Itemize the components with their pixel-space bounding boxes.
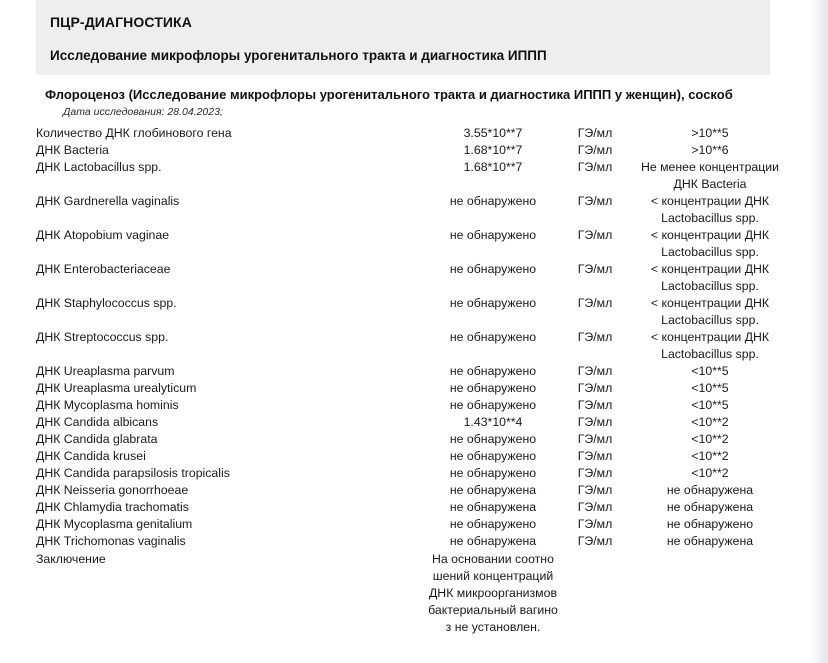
analyte-unit: ГЭ/мл xyxy=(577,466,613,480)
analyte-value: не обнаружено xyxy=(449,517,537,531)
analyte-value: не обнаружено xyxy=(449,330,537,344)
analyte-name: ДНК Streptococcus spp. xyxy=(36,330,169,344)
analyte-name: ДНК Mycoplasma hominis xyxy=(36,398,179,412)
analyte-unit: ГЭ/мл xyxy=(577,415,613,429)
table-row xyxy=(36,159,788,193)
analyte-unit: ГЭ/мл xyxy=(577,534,613,548)
analyte-reference: не обнаружена xyxy=(666,534,754,548)
table-row xyxy=(36,499,788,516)
analyte-name: ДНК Gardnerella vaginalis xyxy=(36,194,180,208)
analyte-reference: не обнаружено xyxy=(666,517,754,531)
analyte-value: 1.68*10**7 xyxy=(463,160,523,174)
analyte-value: 1.43*10**4 xyxy=(463,415,523,429)
results-table xyxy=(36,125,788,636)
analyte-value: не обнаружена xyxy=(449,500,537,514)
panel-date: Дата исследования: 28.04.2023; xyxy=(63,106,223,118)
analyte-reference: не обнаружена xyxy=(666,483,754,497)
analyte-value: не обнаружено xyxy=(449,194,537,208)
analyte-value: не обнаружено xyxy=(449,432,537,446)
analyte-reference: <10**2 xyxy=(691,449,729,463)
analyte-reference: >10**6 xyxy=(691,143,729,157)
analyte-unit: ГЭ/мл xyxy=(577,194,613,208)
analyte-name: ДНК Staphylococcus spp. xyxy=(36,296,177,310)
analyte-unit: ГЭ/мл xyxy=(577,483,613,497)
section-banner xyxy=(36,0,770,75)
table-row xyxy=(36,380,788,397)
results-table-body xyxy=(36,125,788,636)
analyte-reference: < концентрации ДНК Lactobacillus spp. xyxy=(650,194,770,225)
analyte-value: не обнаружено xyxy=(449,398,537,412)
table-row xyxy=(36,227,788,261)
table-row xyxy=(36,465,788,482)
analyte-unit: ГЭ/мл xyxy=(577,160,613,174)
analyte-unit: ГЭ/мл xyxy=(577,296,613,310)
table-row xyxy=(36,482,788,499)
analyte-reference: не обнаружена xyxy=(666,500,754,514)
analyte-value: не обнаружено xyxy=(449,364,537,378)
analyte-name: ДНК Candida parapsilosis tropicalis xyxy=(36,466,230,480)
table-row xyxy=(36,363,788,380)
table-row xyxy=(36,533,788,550)
table-row xyxy=(36,193,788,227)
conclusion-label: Заключение xyxy=(36,552,106,566)
scrollbar-gutter[interactable] xyxy=(810,0,828,663)
analyte-unit: ГЭ/мл xyxy=(577,432,613,446)
analyte-value: не обнаружено xyxy=(449,262,537,276)
analyte-reference: < концентрации ДНК Lactobacillus spp. xyxy=(650,228,770,259)
analyte-reference: >10**5 xyxy=(691,126,729,140)
analyte-reference: <10**5 xyxy=(691,364,729,378)
analyte-value: не обнаружено xyxy=(449,466,537,480)
analyte-unit: ГЭ/мл xyxy=(577,143,613,157)
analyte-reference: < концентрации ДНК Lactobacillus spp. xyxy=(650,330,770,361)
table-row xyxy=(36,125,788,142)
table-row xyxy=(36,142,788,159)
table-row xyxy=(36,516,788,533)
table-row xyxy=(36,397,788,414)
analyte-unit: ГЭ/мл xyxy=(577,126,613,140)
analyte-value: 3.55*10**7 xyxy=(463,126,523,140)
analyte-value: не обнаружено xyxy=(449,381,537,395)
analyte-name: ДНК Candida glabrata xyxy=(36,432,158,446)
analyte-value: не обнаружено xyxy=(449,449,537,463)
analyte-reference: <10**2 xyxy=(691,432,729,446)
analyte-value: не обнаружено xyxy=(449,228,537,242)
analyte-unit: ГЭ/мл xyxy=(577,517,613,531)
analyte-unit: ГЭ/мл xyxy=(577,228,613,242)
analyte-value: не обнаружено xyxy=(449,296,537,310)
section-subtitle: Исследование микрофлоры урогенитального тракта и диагностика ИППП xyxy=(50,48,547,63)
conclusion-row xyxy=(36,551,788,636)
analyte-name: ДНК Atopobium vaginae xyxy=(36,228,170,242)
analyte-reference: Не менее концентрации ДНК Bacteria xyxy=(640,160,780,191)
panel-title: Флороценоз (Исследование микрофлоры урогенитального тракта и диагностика ИППП у женщин), соскоб xyxy=(45,87,733,102)
analyte-unit: ГЭ/мл xyxy=(577,500,613,514)
analyte-value: не обнаружена xyxy=(449,534,537,548)
analyte-reference: <10**5 xyxy=(691,381,729,395)
analyte-name: ДНК Candida albicans xyxy=(36,415,159,429)
analyte-name: ДНК Enterobacteriaceae xyxy=(36,262,171,276)
analyte-unit: ГЭ/мл xyxy=(577,330,613,344)
table-row xyxy=(36,329,788,363)
analyte-unit: ГЭ/мл xyxy=(577,398,613,412)
conclusion-text: На основании соотношений концентраций ДНК микроорганизмов бактериальный вагиноз не установлен. xyxy=(428,552,558,634)
table-row xyxy=(36,448,788,465)
analyte-unit: ГЭ/мл xyxy=(577,449,613,463)
analyte-reference: < концентрации ДНК Lactobacillus spp. xyxy=(650,262,770,293)
analyte-value: не обнаружена xyxy=(449,483,537,497)
analyte-name: ДНК Mycoplasma genitalium xyxy=(36,517,193,531)
analyte-unit: ГЭ/мл xyxy=(577,381,613,395)
table-row xyxy=(36,414,788,431)
conclusion-reference xyxy=(632,551,788,636)
table-row xyxy=(36,261,788,295)
analyte-unit: ГЭ/мл xyxy=(577,364,613,378)
analyte-unit: ГЭ/мл xyxy=(577,262,613,276)
analyte-name: ДНК Trichomonas vaginalis xyxy=(36,534,186,548)
analyte-name: Количество ДНК глобинового гена xyxy=(36,126,232,140)
analyte-reference: < концентрации ДНК Lactobacillus spp. xyxy=(650,296,770,327)
analyte-name: ДНК Ureaplasma parvum xyxy=(36,364,175,378)
table-row xyxy=(36,295,788,329)
analyte-name: ДНК Bacteria xyxy=(36,143,109,157)
analyte-reference: <10**2 xyxy=(691,415,729,429)
analyte-name: ДНК Ureaplasma urealyticum xyxy=(36,381,197,395)
conclusion-unit xyxy=(558,551,632,636)
table-row xyxy=(36,431,788,448)
report-content xyxy=(36,0,788,636)
analyte-reference: <10**5 xyxy=(691,398,729,412)
analyte-name: ДНК Candida krusei xyxy=(36,449,146,463)
analyte-name: ДНК Neisseria gonorrhoeae xyxy=(36,483,189,497)
analyte-reference: <10**2 xyxy=(691,466,729,480)
analyte-name: ДНК Lactobacillus spp. xyxy=(36,160,162,174)
analyte-name: ДНК Chlamydia trachomatis xyxy=(36,500,189,514)
analyte-value: 1.68*10**7 xyxy=(463,143,523,157)
section-title: ПЦР-ДИАГНОСТИКА xyxy=(50,14,192,30)
